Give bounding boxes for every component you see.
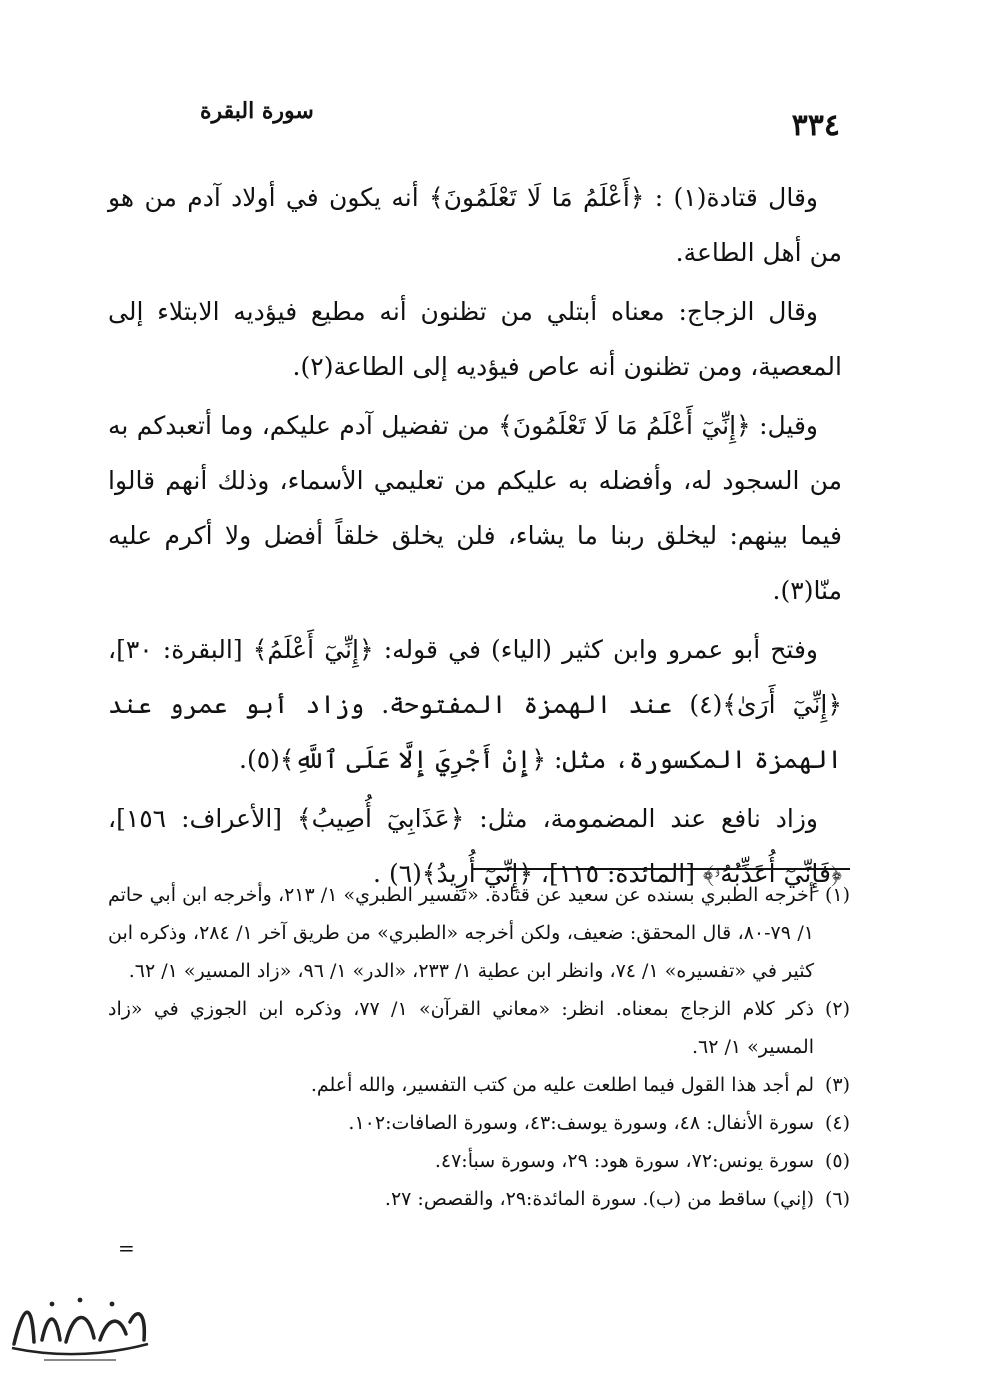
- footnote-number: (٢): [824, 998, 850, 1020]
- continuation-mark: =: [118, 1236, 135, 1260]
- paragraph: وقيل: ﴿إِنِّيٓ أَعْلَمُ مَا لَا تَعْلَمُونَ﴾ من تفضيل آدم عليكم، وما أتعبدكم به من السجود له، وأفضله به عليكم من تعليمي الأسماء، وذلك أنهم قالوا فيما بينهم: ليخلق ربنا ما يشاء، فلن يخلق خلقاً أفضل ولا أكرم عليه منّا(٣).: [108, 411, 842, 605]
- paragraph: وقال قتادة(١) : ﴿أَعْلَمُ مَا لَا تَعْلَمُونَ﴾ أنه يكون في أولاد آدم من هو من أهل الطاعة.: [108, 183, 842, 267]
- paragraph: وفتح أبو عمرو وابن كثير (الياء) في قوله: ﴿إِنِّيٓ أَعْلَمُ﴾ [البقرة: ٣٠]، ﴿إِنِّيٓ أَرَىٰ﴾(٤) عند الهمزة المفتوحة. وزاد أبو عمرو عند الهمزة المكسورة، مثل: ﴿إِنْ أَجْرِيَ إِلَّا عَلَى ٱللَّهِ﴾(٥).: [108, 635, 843, 774]
- footnote: [108, 1104, 850, 1142]
- paragraph: وقال الزجاج: معناه أبتلي من تظنون أنه مطيع فيؤديه الابتلاء إلى المعصية، ومن تظنون أنه عاص فيؤديه إلى الطاعة(٢).: [108, 297, 842, 381]
- page-number: ٣٣٤: [791, 108, 840, 143]
- footnotes: [108, 876, 850, 1218]
- footnote-number: (٣): [824, 1074, 850, 1096]
- running-head: سورة البقرة: [200, 98, 314, 124]
- footnote-text: سورة يونس:٧٢، سورة هود: ٢٩، وسورة سبأ:٤٧.: [434, 1150, 814, 1172]
- footnote-text: (إني) ساقط من (ب). سورة المائدة:٢٩، والقصص: ٢٧.: [384, 1188, 814, 1210]
- footnote-number: (٥): [824, 1150, 850, 1172]
- footnote: [108, 1142, 850, 1180]
- footnote-divider: [473, 868, 850, 870]
- footnote-text: لم أجد هذا القول فيما اطلعت عليه من كتب التفسير، والله أعلم.: [310, 1074, 814, 1096]
- footnote-text: سورة الأنفال: ٤٨، وسورة يوسف:٤٣، وسورة الصافات:١٠٢.: [348, 1112, 814, 1134]
- main-text: [108, 170, 842, 905]
- footnote-number: (٦): [824, 1188, 850, 1210]
- paragraph: وزاد نافع عند المضمومة، مثل: ﴿عَذَابِيٓ أُصِيبُ﴾ [الأعراف: ١٥٦]، ﴿فَإِنِّيٓ أُعَذِّبُهُۥ﴾ [المائدة: ١١٥]، ﴿إِنِّيٓ أُرِيدُ﴾(٦) .: [108, 804, 842, 888]
- footnote: [108, 990, 850, 1066]
- footnote: [108, 1066, 850, 1104]
- footnote: [108, 876, 850, 990]
- page-header: [200, 98, 840, 148]
- footnote-number: (١): [824, 884, 850, 906]
- calligraphy-logo-icon: [4, 1282, 154, 1372]
- footnote: [108, 1180, 850, 1218]
- footnote-number: (٤): [824, 1112, 850, 1134]
- footnote-text: ذكر كلام الزجاج بمعناه. انظر: «معاني القرآن» ١/ ٧٧، وذكره ابن الجوزي في «زاد المسير» ١/ ٦٢.: [108, 998, 815, 1058]
- footnote-text: أخرجه الطبري بسنده عن سعيد عن قتادة. «تفسير الطبري» ١/ ٢١٣، وأخرجه ابن أبي حاتم ١/ ٧٩-٨٠، قال المحقق: ضعيف، ولكن أخرجه «الطبري» من طريق آخر ١/ ٢٨٤، وذكره ابن كثير في «تفسيره» ١/ ٧٤، وانظر ابن عطية ١/ ٢٣٣، «الدر» ١/ ٩٦، «زاد المسير» ١/ ٦٢.: [108, 884, 814, 982]
